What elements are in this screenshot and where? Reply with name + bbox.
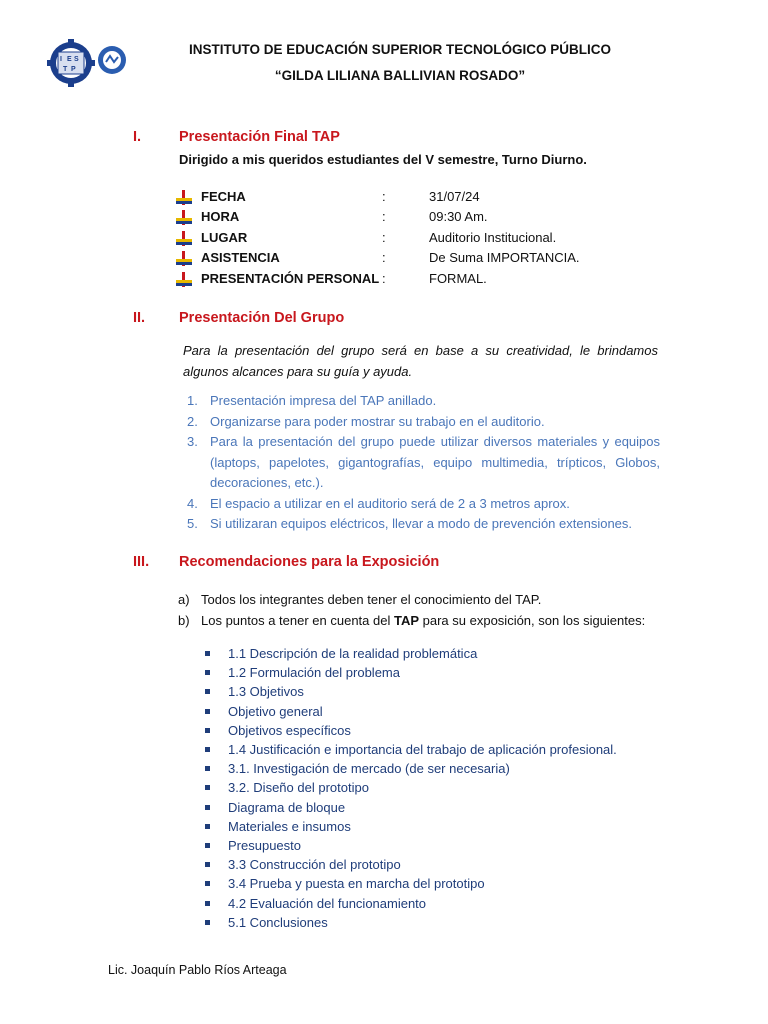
arrow-bullet-icon [176,251,192,266]
square-bullet-icon [205,805,210,810]
info-row [176,230,676,250]
logo-letter: E [67,56,72,63]
info-value: 31/07/24 [429,189,480,204]
list-item [203,874,683,893]
list-item [203,836,683,855]
item-text-pre: Los puntos a tener en cuenta del [201,612,394,628]
square-bullet-icon [205,651,210,656]
item-letter: a) [178,592,190,607]
list-item [184,494,660,515]
exposition-points-list [203,644,683,932]
arrow-bullet-icon [176,190,192,205]
list-item [203,798,683,817]
list-item [203,855,683,874]
recommendations-list [178,590,678,631]
logo-letter: P [71,66,76,73]
info-row [176,209,676,229]
item-text: Todos los integrantes deben tener el conocimiento del TAP. [201,592,542,607]
item-text: Si utilizaran equipos eléctricos, llevar a modo de prevención extensiones. [210,516,633,531]
square-bullet-icon [205,862,210,867]
item-text: Diagrama de bloque [228,799,346,815]
square-bullet-icon [205,766,210,771]
section-2-intro: Para la presentación del grupo será en base a su creatividad, le brindamos algunos alcances para su guía y ayuda. [183,343,658,379]
author-signature: Lic. Joaquín Pablo Ríos Arteaga [108,963,287,977]
list-item [184,412,660,433]
list-item [203,740,683,759]
list-item [203,817,683,836]
logo-letter: S [74,56,79,63]
item-number: 5. [187,516,198,531]
item-text: 1.3 Objetivos [228,684,304,700]
info-colon: : [382,209,386,224]
list-item [184,514,660,535]
list-item [203,663,683,682]
item-number: 2. [187,413,198,429]
list-item [184,432,660,494]
item-text: Organizarse para poder mostrar su trabajo en el auditorio. [210,413,545,429]
list-item [203,913,683,932]
square-bullet-icon [205,920,210,925]
item-text: Presupuesto [228,838,301,854]
item-letter: b) [178,612,190,628]
section-1-number: I. [133,129,142,145]
institute-subname: “GILDA LILIANA BALLIVIAN ROSADO” [274,68,526,83]
info-value: De Suma IMPORTANCIA. [429,250,580,265]
square-bullet-icon [205,670,210,675]
square-bullet-icon [205,747,210,752]
institute-logo [46,38,130,92]
emblem-icon [98,46,126,74]
info-value: Auditorio Institucional. [429,230,557,245]
list-item [203,644,683,663]
item-text: Para la presentación del grupo puede utilizar diversos materiales y equipos (laptops, papelotes, gigantografías, equipo multimedia, trípticos, Globos, decoraciones, etc.). [210,434,660,490]
logo-letter: I [60,56,62,63]
list-item [203,759,683,778]
square-bullet-icon [205,881,210,886]
item-text: 3.2. Diseño del prototipo [228,780,369,796]
square-bullet-icon [205,709,210,714]
info-colon: : [382,271,386,286]
logo-letter: T [63,66,68,73]
list-item [203,778,683,797]
item-number: 3. [187,434,198,449]
info-row [176,271,676,291]
section-1-title: Presentación Final TAP [179,129,340,145]
section-3-title: Recomendaciones para la Exposición [179,554,440,570]
info-label: FECHA [201,189,246,204]
institute-name: INSTITUTO DE EDUCACIÓN SUPERIOR TECNOLÓGICO PÚBLICO [188,42,612,57]
item-text: 1.1 Descripción de la realidad problemática [228,646,478,661]
info-label: ASISTENCIA [201,250,280,265]
item-text: Presentación impresa del TAP anillado. [210,393,437,408]
item-number: 1. [187,393,198,408]
section-3-number: III. [133,554,150,570]
arrow-bullet-icon [176,231,192,246]
item-text: 3.3 Construcción del prototipo [228,857,401,873]
section-2-number: II. [133,310,146,326]
info-colon: : [382,230,386,245]
group-presentation-list [184,391,660,535]
section-1-subtitle: Dirigido a mis queridos estudiantes del V semestre, Turno Diurno. [179,152,587,167]
list-item [203,702,683,721]
item-text: 3.4 Prueba y puesta en marcha del prototipo [228,876,485,892]
square-bullet-icon [205,901,210,906]
info-row [176,189,676,209]
info-row [176,250,676,270]
item-text-post: para su exposición, son los siguientes: [419,612,646,628]
list-item [178,590,678,611]
list-item [203,682,683,701]
section-2-title: Presentación Del Grupo [179,310,345,326]
item-text: 4.2 Evaluación del funcionamiento [228,895,427,911]
square-bullet-icon [205,843,210,848]
list-item [203,894,683,913]
list-item [178,611,678,632]
item-text: Objetivo general [228,703,323,719]
item-text: El espacio a utilizar en el auditorio será de 2 a 3 metros aprox. [210,495,570,511]
info-colon: : [382,189,386,204]
square-bullet-icon [205,824,210,829]
info-label: PRESENTACIÓN PERSONAL [201,271,380,286]
item-text: Objetivos específicos [228,722,351,738]
item-text: 3.1. Investigación de mercado (de ser necesaria) [228,761,510,777]
list-item [203,721,683,740]
info-value: 09:30 Am. [429,209,488,224]
item-text-bold: TAP [393,612,420,628]
item-number: 4. [187,495,198,511]
item-text: Materiales e insumos [228,818,351,834]
item-text: 1.2 Formulación del problema [228,665,400,681]
info-value: FORMAL. [429,271,487,286]
item-text: 5.1 Conclusiones [228,914,328,930]
info-label: HORA [201,209,240,224]
square-bullet-icon [205,785,210,790]
square-bullet-icon [205,689,210,694]
arrow-bullet-icon [176,272,192,287]
item-text: 1.4 Justificación e importancia del trabajo de aplicación profesional. [228,742,617,758]
info-colon: : [382,250,386,265]
square-bullet-icon [205,728,210,733]
arrow-bullet-icon [176,210,192,225]
list-item [184,391,660,412]
info-label: LUGAR [201,230,248,245]
